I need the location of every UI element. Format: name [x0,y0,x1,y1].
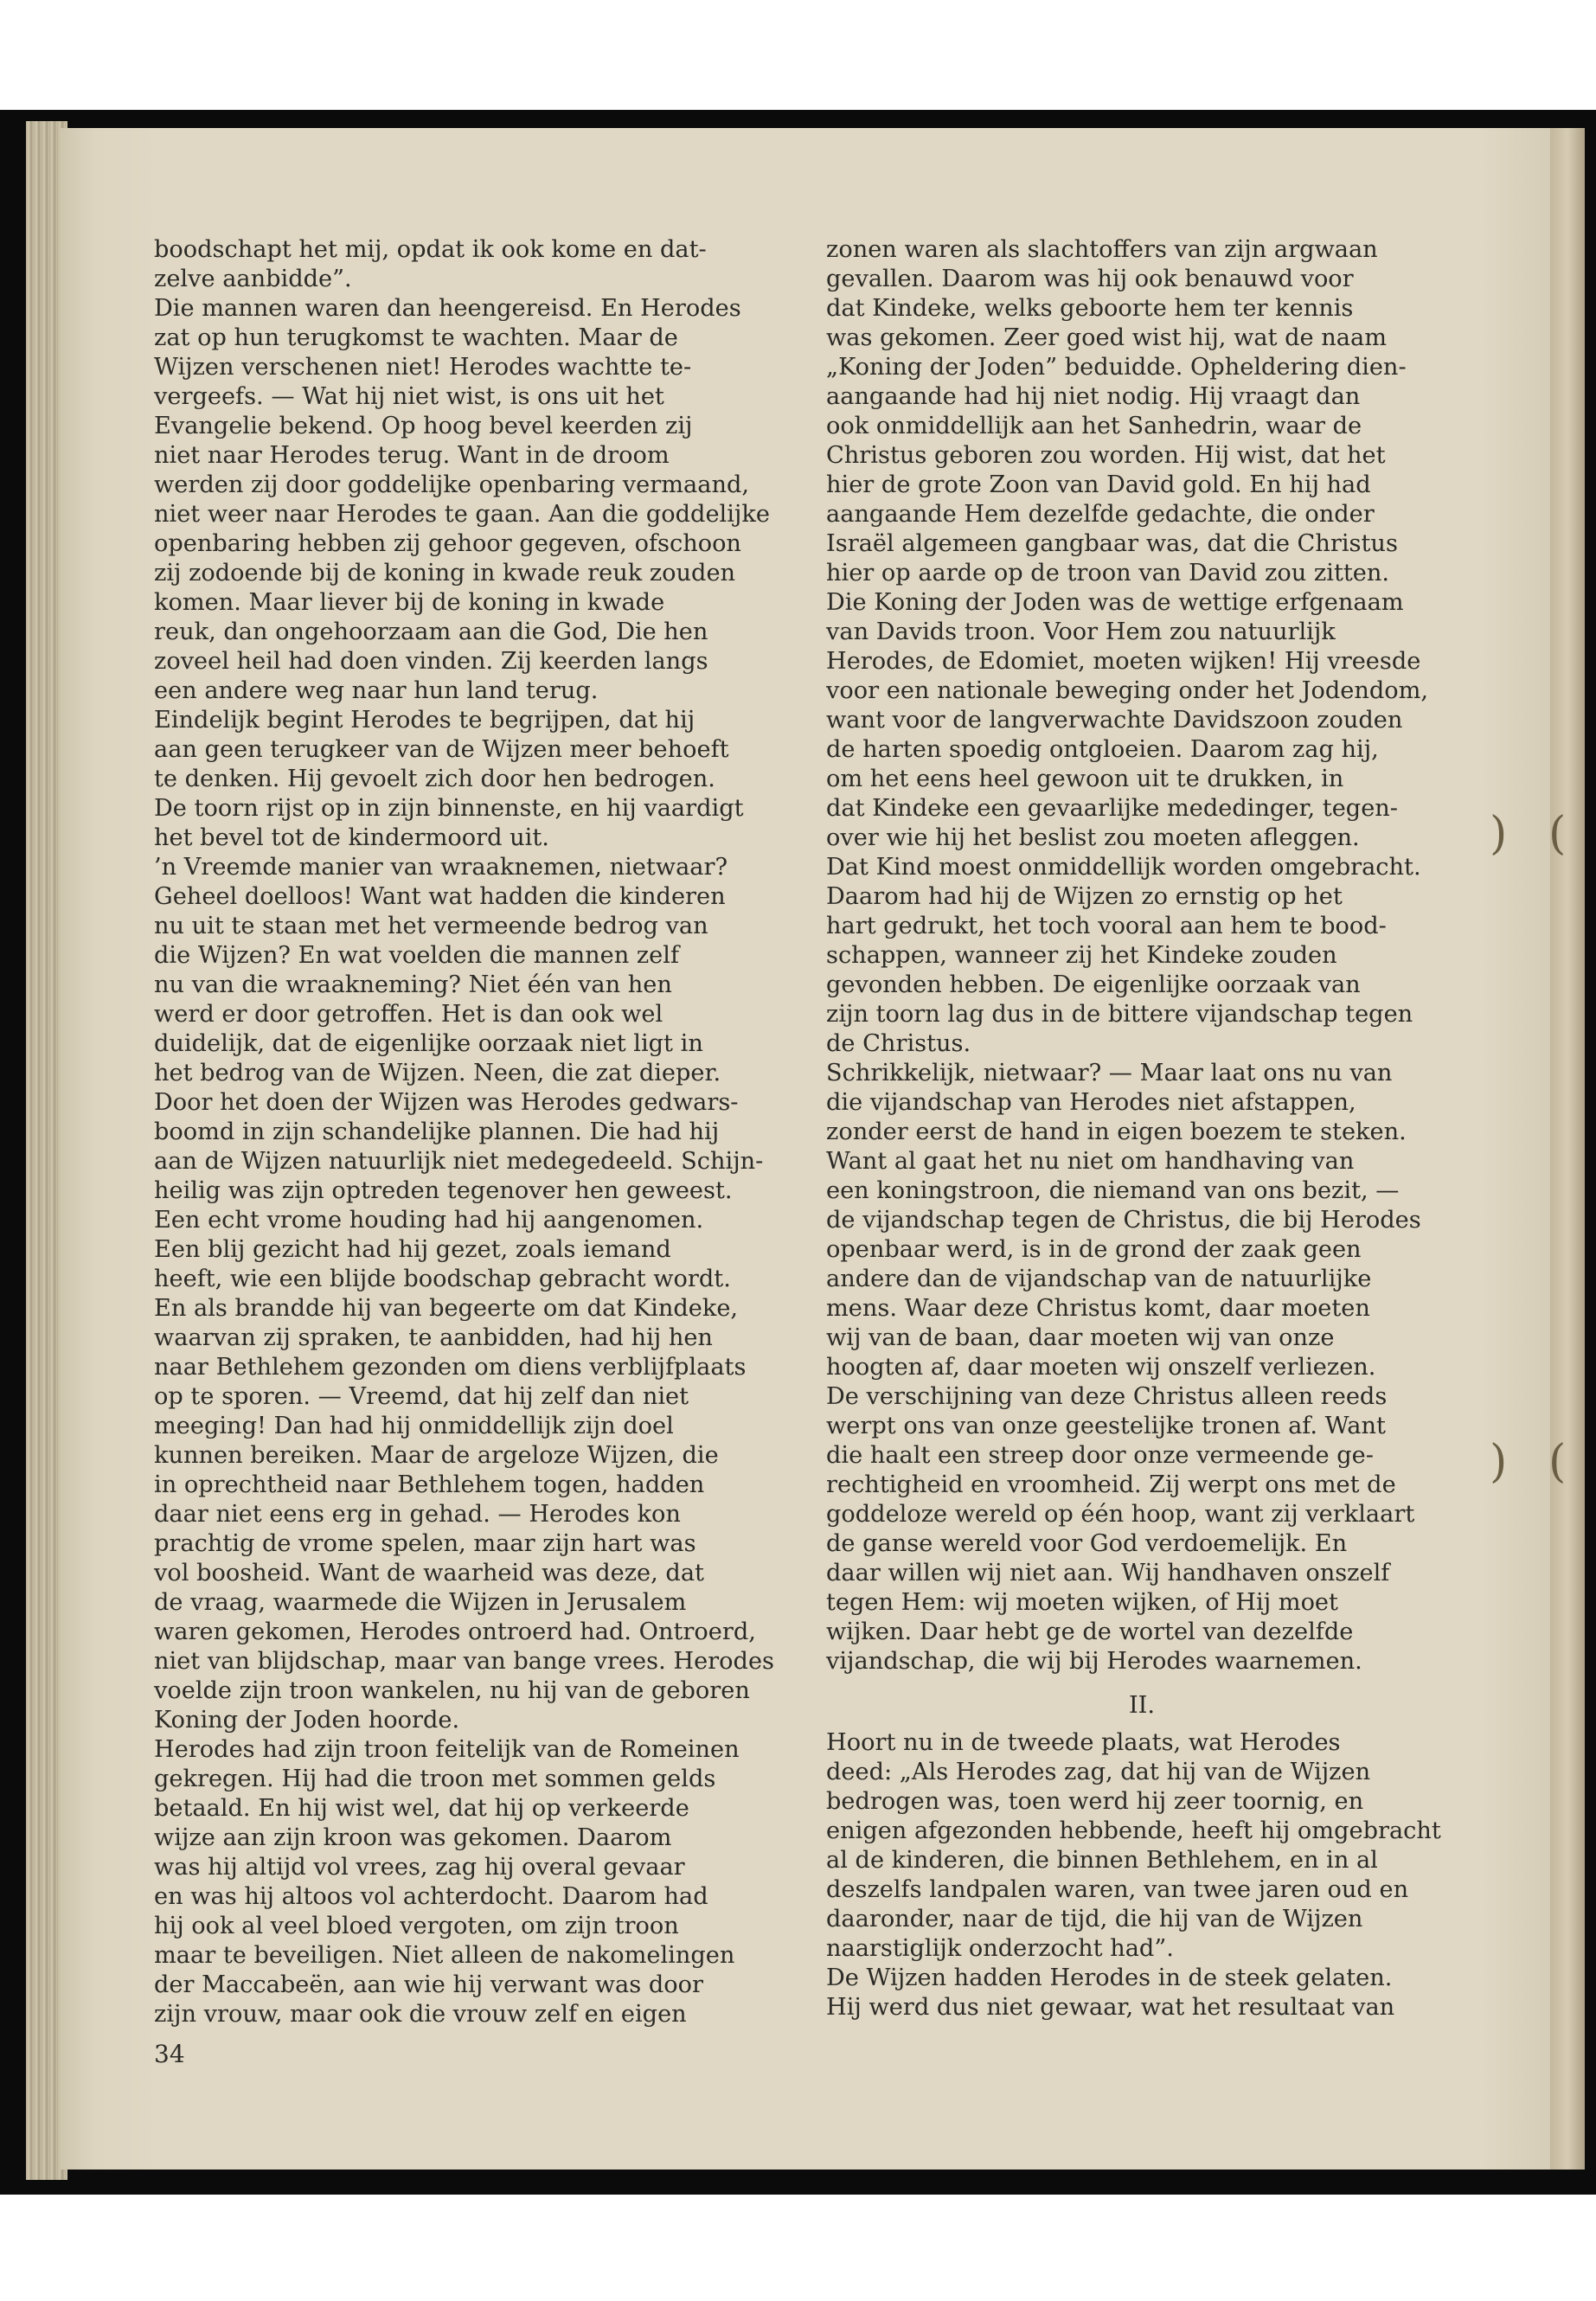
text-line: de vraag, waarmede die Wijzen in Jerusalem [154,1589,687,1616]
text-line: schappen, wanneer zij het Kindeke zouden [826,942,1337,969]
text-line: der Maccabeën, aan wie hij verwant was door [154,1971,703,1998]
text-line: ook onmiddellijk aan het Sanhedrin, waar de [826,413,1362,439]
text-line: enigen afgezonden hebbende, heeft hij omgebracht [826,1817,1441,1844]
text-line: gekregen. Hij had die troon met sommen gelds [154,1766,716,1792]
text-line: dat Kindeke een gevaarlijke mededinger, tegen- [826,795,1398,822]
text-line: De toorn rijst op in zijn binnenste, en hij vaardigt [154,795,744,822]
text-line: was gekomen. Zeer goed wist hij, wat de naam [826,324,1387,351]
text-line: De Wijzen hadden Herodes in de steek gelaten. [826,1965,1393,1991]
text-line: nu uit te staan met het vermeende bedrog van [154,913,708,939]
text-line: zat op hun terugkomst te wachten. Maar de [154,324,678,351]
text-line: meeging! Dan had hij onmiddellijk zijn doel [154,1413,674,1439]
text-line: Want al gaat het nu niet om handhaving van [826,1148,1355,1175]
text-line: deszelfs landpalen waren, van twee jaren oud en [826,1876,1409,1903]
text-line: de ganse wereld voor God verdoemelijk. En [826,1530,1348,1557]
text-line: Een echt vrome houding had hij aangenomen. [154,1207,704,1234]
text-line: heeft, wie een blijde boodschap gebracht wordt. [154,1266,731,1292]
text-line: bedrogen was, toen werd hij zeer toornig, en [826,1788,1364,1815]
text-line: daar willen wij niet aan. Wij handhaven onszelf [826,1560,1390,1586]
text-line: boomd in zijn schandelijke plannen. Die had hij [154,1118,720,1145]
text-line: gevonden hebben. De eigenlijke oorzaak van [826,971,1361,998]
text-line: wijken. Daar hebt ge de wortel van dezelfde [826,1618,1354,1645]
text-line: werd er door getroffen. Het is dan ook wel [154,1001,663,1028]
text-line: Die mannen waren dan heengereisd. En Herodes [154,295,741,322]
text-line: te denken. Hij gevoelt zich door hen bedrogen. [154,766,715,792]
text-line: maar te beveiligen. Niet alleen de nakomelingen [154,1942,735,1969]
text-line: Wijzen verschenen niet! Herodes wachtte te- [154,354,692,381]
text-line: aan geen terugkeer van de Wijzen meer behoeft [154,736,729,763]
right-column-text-part2 [826,1728,1458,2022]
right-text-column [826,235,1458,2022]
text-line: een andere weg naar hun land terug. [154,677,599,704]
text-line: rechtigheid en vroomheid. Zij werpt ons met de [826,1471,1396,1498]
text-line: ’n Vreemde manier van wraaknemen, nietwaar? [154,854,728,881]
text-line: niet naar Herodes terug. Want in de droom [154,442,670,469]
text-line: hier de grote Zoon van David gold. En hij had [826,471,1371,498]
text-line: niet van blijdschap, maar van bange vrees. Herodes [154,1648,774,1675]
margin-mark: ) [1490,1436,1508,1488]
text-line: naar Bethlehem gezonden om diens verblijfplaats [154,1354,747,1381]
text-line: mens. Waar deze Christus komt, daar moeten [826,1295,1370,1322]
text-line: Evangelie bekend. Op hoog bevel keerden zij [154,413,693,439]
text-line: niet weer naar Herodes te gaan. Aan die goddelijke [154,501,770,528]
text-line: Een blij gezicht had hij gezet, zoals iemand [154,1236,671,1263]
text-line: in oprechtheid naar Bethlehem togen, hadden [154,1471,705,1498]
text-line: tegen Hem: wij moeten wijken, of Hij moet [826,1589,1338,1616]
text-line: andere dan de vijandschap van de natuurlijke [826,1266,1372,1292]
text-line: boodschapt het mij, opdat ik ook kome en dat- [154,236,707,263]
text-line: zoveel heil had doen vinden. Zij keerden langs [154,648,708,675]
text-line: de Christus. [826,1030,971,1057]
text-line: Koning der Joden hoorde. [154,1707,460,1734]
text-line: zonder eerst de hand in eigen boezem te steken. [826,1118,1407,1145]
text-line: zijn vrouw, maar ook die vrouw zelf en eigen [154,2001,687,2028]
text-line: Eindelijk begint Herodes te begrijpen, dat hij [154,707,695,734]
text-line: Herodes, de Edomiet, moeten wijken! Hij vreesde [826,648,1421,675]
text-line: want voor de langverwachte Davidszoon zouden [826,707,1403,734]
text-line: om het eens heel gewoon uit te drukken, in [826,766,1344,792]
text-line: al de kinderen, die binnen Bethlehem, en in al [826,1847,1378,1874]
text-line: duidelijk, dat de eigenlijke oorzaak niet ligt in [154,1030,703,1057]
text-line: naarstiglijk onderzocht had”. [826,1935,1174,1962]
text-line: waarvan zij spraken, te aanbidden, had hij hen [154,1324,713,1351]
text-line: Christus geboren zou worden. Hij wist, dat het [826,442,1386,469]
text-line: werden zij door goddelijke openbaring vermaand, [154,471,749,498]
text-line: hier op aarde op de troon van David zou zitten. [826,560,1390,586]
text-line: prachtig de vrome spelen, maar zijn hart was [154,1530,696,1557]
text-line: aan de Wijzen natuurlijk niet medegedeeld. Schijn- [154,1148,764,1175]
text-line: betaald. En hij wist wel, dat hij op verkeerde [154,1795,689,1822]
text-line: deed: „Als Herodes zag, dat hij van de Wijzen [826,1759,1371,1785]
text-line: Daarom had hij de Wijzen zo ernstig op het [826,883,1343,910]
text-line: nu van die wraakneming? Niet één van hen [154,971,672,998]
text-line: aangaande had hij niet nodig. Hij vraagt dan [826,383,1361,410]
text-line: kunnen bereiken. Maar de argeloze Wijzen, die [154,1442,719,1469]
text-line: reuk, dan ongehoorzaam aan die God, Die hen [154,619,708,645]
text-line: de harten spoedig ontgloeien. Daarom zag hij, [826,736,1379,763]
text-line: En als brandde hij van begeerte om dat Kindeke, [154,1295,739,1322]
text-line: het bevel tot de kindermoord uit. [154,824,549,851]
right-column-text-part1 [826,235,1458,1676]
text-line: van Davids troon. Voor Hem zou natuurlijk [826,619,1336,645]
margin-mark: ) [1490,808,1508,860]
text-line: openbaar werd, is in de grond der zaak geen [826,1236,1362,1263]
text-line: zijn toorn lag dus in de bittere vijandschap tegen [826,1001,1413,1028]
text-line: daar niet eens erg in gehad. — Herodes kon [154,1501,681,1528]
text-line: dat Kindeke, welks geboorte hem ter kennis [826,295,1354,322]
text-line: Door het doen der Wijzen was Herodes gedwars- [154,1089,739,1116]
text-line: wijze aan zijn kroon was gekomen. Daarom [154,1824,672,1851]
text-line: openbaring hebben zij gehoor gegeven, ofschoon [154,530,741,557]
text-line: heilig was zijn optreden tegenover hen geweest. [154,1177,733,1204]
text-line: Geheel doelloos! Want wat hadden die kinderen [154,883,726,910]
text-line: „Koning der Joden” beduidde. Opheldering dien- [826,354,1407,381]
text-line: zonen waren als slachtoffers van zijn argwaan [826,236,1378,263]
text-line: vijandschap, die wij bij Herodes waarnemen. [826,1648,1362,1675]
text-line: hoogten af, daar moeten wij onszelf verliezen. [826,1354,1376,1381]
text-line: hart gedrukt, het toch vooral aan hem te bood- [826,913,1387,939]
text-line: De verschijning van deze Christus alleen reeds [826,1383,1388,1410]
text-line: Herodes had zijn troon feitelijk van de Romeinen [154,1736,740,1763]
text-line: was hij altijd vol vrees, zag hij overal gevaar [154,1854,685,1881]
text-line: over wie hij het beslist zou moeten afleggen. [826,824,1360,851]
text-line: die Wijzen? En wat voelden die mannen zelf [154,942,680,969]
text-line: zij zodoende bij de koning in kwade reuk zouden [154,560,736,586]
section-heading: II. [1128,1692,1156,1719]
text-line: zelve aanbidde”. [154,266,352,292]
text-line: Israël algemeen gangbaar was, dat die Christus [826,530,1398,557]
text-line: Die Koning der Joden was de wettige erfgenaam [826,589,1404,616]
margin-mark: ( [1548,808,1567,860]
text-line: voelde zijn troon wankelen, nu hij van de geboren [154,1677,750,1704]
text-line: op te sporen. — Vreemd, dat hij zelf dan niet [154,1383,689,1410]
text-line: komen. Maar liever bij de koning in kwade [154,589,665,616]
text-line: goddeloze wereld op één hoop, want zij verklaart [826,1501,1415,1528]
text-line: een koningstroon, die niemand van ons bezit, — [826,1177,1400,1204]
page-number: 34 [154,2040,185,2068]
text-line: Hoort nu in de tweede plaats, wat Herodes [826,1729,1341,1756]
text-line: Schrikkelijk, nietwaar? — Maar laat ons nu van [826,1060,1393,1086]
left-text-column [154,235,785,2029]
text-line: Hij werd dus niet gewaar, wat het resultaat van [826,1994,1395,2021]
next-page-edge [1550,128,1585,2170]
margin-mark: ( [1548,1436,1567,1488]
text-line: wij van de baan, daar moeten wij van onze [826,1324,1335,1351]
text-line: daaronder, naar de tijd, die hij van de Wijzen [826,1906,1363,1932]
text-line: hij ook al veel bloed vergoten, om zijn troon [154,1913,679,1939]
text-line: het bedrog van de Wijzen. Neen, die zat dieper. [154,1060,721,1086]
text-line: waren gekomen, Herodes ontroerd had. Ontroerd, [154,1618,756,1645]
text-line: die vijandschap van Herodes niet afstappen, [826,1089,1356,1116]
text-line: Dat Kind moest onmiddellijk worden omgebracht. [826,854,1421,881]
text-line: werpt ons van onze geestelijke tronen af. Want [826,1413,1386,1439]
text-line: die haalt een streep door onze vermeende ge- [826,1442,1374,1469]
scan-background-top [0,0,1596,110]
text-line: gevallen. Daarom was hij ook benauwd voor [826,266,1354,292]
text-line: en was hij altoos vol achterdocht. Daarom had [154,1883,708,1910]
text-line: vergeefs. — Wat hij niet wist, is ons uit het [154,383,664,410]
text-line: voor een nationale beweging onder het Jodendom, [826,677,1429,704]
text-line: vol boosheid. Want de waarheid was deze, dat [154,1560,704,1586]
text-line: aangaande Hem dezelfde gedachte, die onder [826,501,1375,528]
text-line: de vijandschap tegen de Christus, die bij Herodes [826,1207,1421,1234]
